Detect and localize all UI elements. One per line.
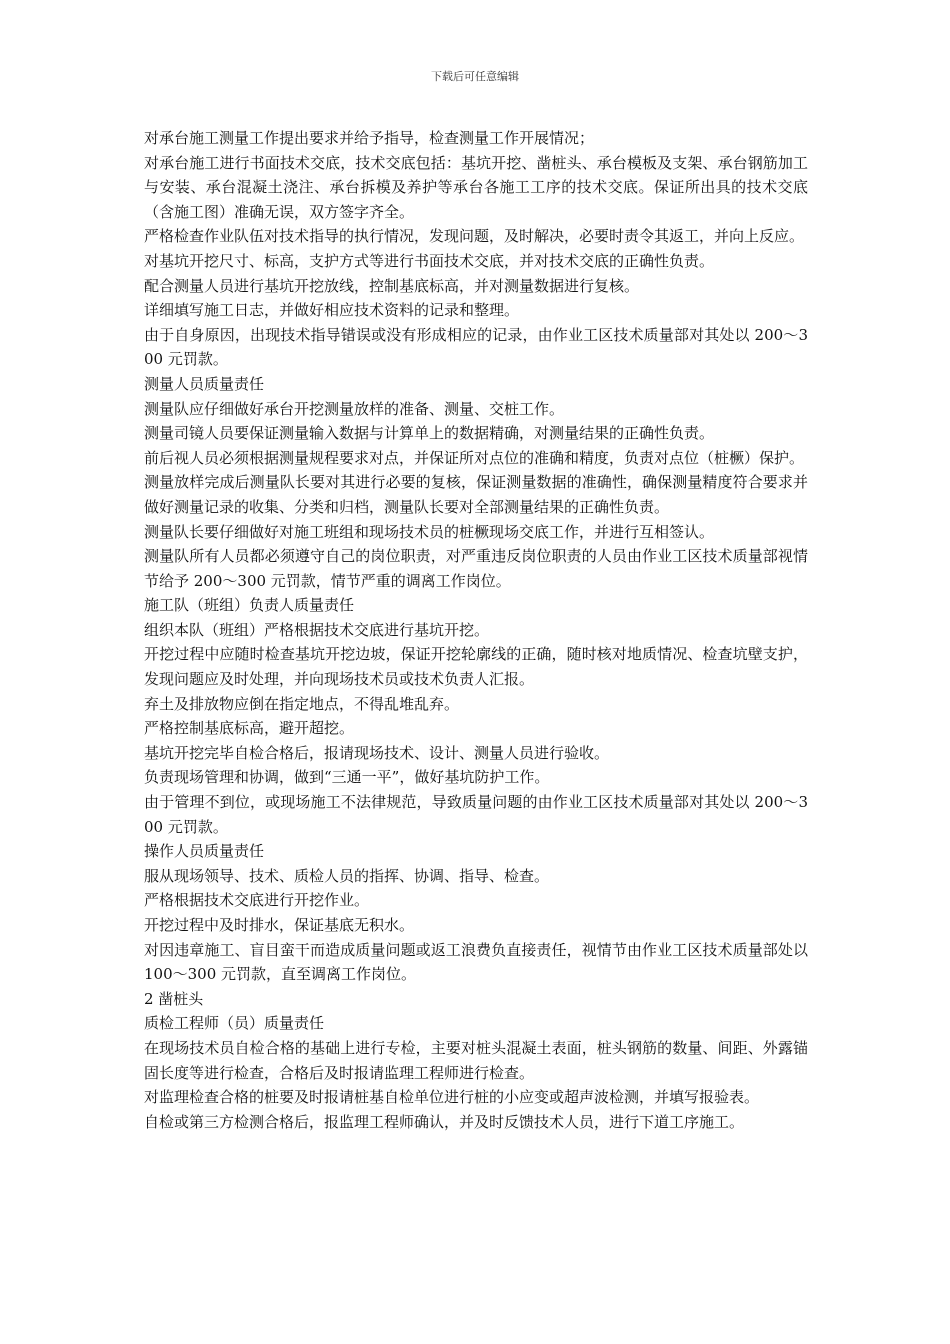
paragraph: 组织本队（班组）严格根据技术交底进行基坑开挖。 xyxy=(144,620,490,639)
paragraph: 测量放样完成后测量队长要对其进行必要的复核，保证测量数据的准确性，确保测量精度符合要求并做好测量记录的收集、分类和归档，测量队长要对全部测量结果的正确性负责。 xyxy=(144,473,808,516)
paragraph: 对承台施工测量工作提出要求并给予指导，检查测量工作开展情况； xyxy=(144,129,595,147)
paragraph: 开挖过程中应随时检查基坑开挖边坡，保证开挖轮廓线的正确，随时核对地质情况、检查坑壁支护，发现问题应及时处理，并向现场技术员或技术负责人汇报。 xyxy=(144,645,808,689)
paragraph: 测量司镜人员要保证测量输入数据与计算单上的数据精确，对测量结果的正确性负责。 xyxy=(144,424,715,443)
paragraph: 由于管理不到位，或现场施工不法律规范，导致质量问题的由作业工区技术质量部对其处以 200～300 元罚款。 xyxy=(144,793,808,836)
paragraph: 测量队所有人员都必须遵守自己的岗位职责，对严重违反岗位职责的人员由作业工区技术质量部视情节给予 200～300 元罚款，情节严重的调离工作岗位。 xyxy=(144,547,808,590)
section-heading: 测量人员质量责任 xyxy=(144,374,265,393)
paragraph: 基坑开挖完毕自检合格后，报请现场技术、设计、测量人员进行验收。 xyxy=(144,743,610,762)
paragraph: 服从现场领导、技术、质检人员的指挥、协调、指导、检查。 xyxy=(144,866,550,885)
document-body xyxy=(144,126,808,1134)
paragraph: 在现场技术员自检合格的基础上进行专检，主要对桩头混凝土表面，桩头钢筋的数量、间距、外露锚固长度等进行检查，合格后及时报请监理工程师进行检查。 xyxy=(144,1038,808,1082)
paragraph: 对监理检查合格的桩要及时报请桩基自检单位进行桩的小应变或超声波检测，并填写报验表。 xyxy=(144,1088,760,1107)
paragraph: 严格根据技术交底进行开挖作业。 xyxy=(144,891,370,910)
paragraph: 负责现场管理和协调，做到“三通一平”，做好基坑防护工作。 xyxy=(144,768,550,787)
paragraph: 严格控制基底标高，避开超挖。 xyxy=(144,719,355,738)
paragraph: 对承台施工进行书面技术交底，技术交底包括：基坑开挖、凿桩头、承台模板及支架、承台钢筋加工与安装、承台混凝土浇注、承台拆模及养护等承台各施工工序的技术交底。保证所出具的技术交底（含施工图）准确无误，双方签字齐全。 xyxy=(144,153,808,221)
section-heading: 施工队（班组）负责人质量责任 xyxy=(144,596,355,615)
paragraph: 对因违章施工、盲目蛮干而造成质量问题或返工浪费负直接责任，视情节由作业工区技术质量部处以 100～300 元罚款，直至调离工作岗位。 xyxy=(144,940,808,984)
paragraph: 弃土及排放物应倒在指定地点，不得乱堆乱弃。 xyxy=(144,694,460,713)
section-heading: 质检工程师（员）质量责任 xyxy=(144,1014,325,1033)
page-header: 下载后可任意编辑 xyxy=(431,70,519,83)
paragraph: 配合测量人员进行基坑开挖放线，控制基底标高，并对测量数据进行复核。 xyxy=(144,276,640,295)
paragraph: 测量队应仔细做好承台开挖测量放样的准备、测量、交桩工作。 xyxy=(144,399,565,418)
paragraph: 开挖过程中及时排水，保证基底无积水。 xyxy=(144,916,415,934)
section-heading: 操作人员质量责任 xyxy=(144,842,265,861)
paragraph: 严格检查作业队伍对技术指导的执行情况，发现问题，及时解决，必要时责令其返工，并向上反应。 xyxy=(144,227,805,246)
paragraph: 前后视人员必须根据测量规程要求对点，并保证所对点位的准确和精度，负责对点位（桩橛）保护。 xyxy=(144,448,805,467)
section-heading: 2 凿桩头 xyxy=(144,989,204,1008)
paragraph: 由于自身原因，出现技术指导错误或没有形成相应的记录，由作业工区技术质量部对其处以 200～300 元罚款。 xyxy=(144,325,808,369)
paragraph: 对基坑开挖尺寸、标高，支护方式等进行书面技术交底，并对技术交底的正确性负责。 xyxy=(144,251,715,270)
paragraph: 测量队长要仔细做好对施工班组和现场技术员的桩橛现场交底工作，并进行互相签认。 xyxy=(144,522,715,541)
paragraph: 详细填写施工日志，并做好相应技术资料的记录和整理。 xyxy=(144,301,520,320)
paragraph: 自检或第三方检测合格后，报监理工程师确认，并及时反馈技术人员，进行下道工序施工。 xyxy=(144,1112,745,1131)
